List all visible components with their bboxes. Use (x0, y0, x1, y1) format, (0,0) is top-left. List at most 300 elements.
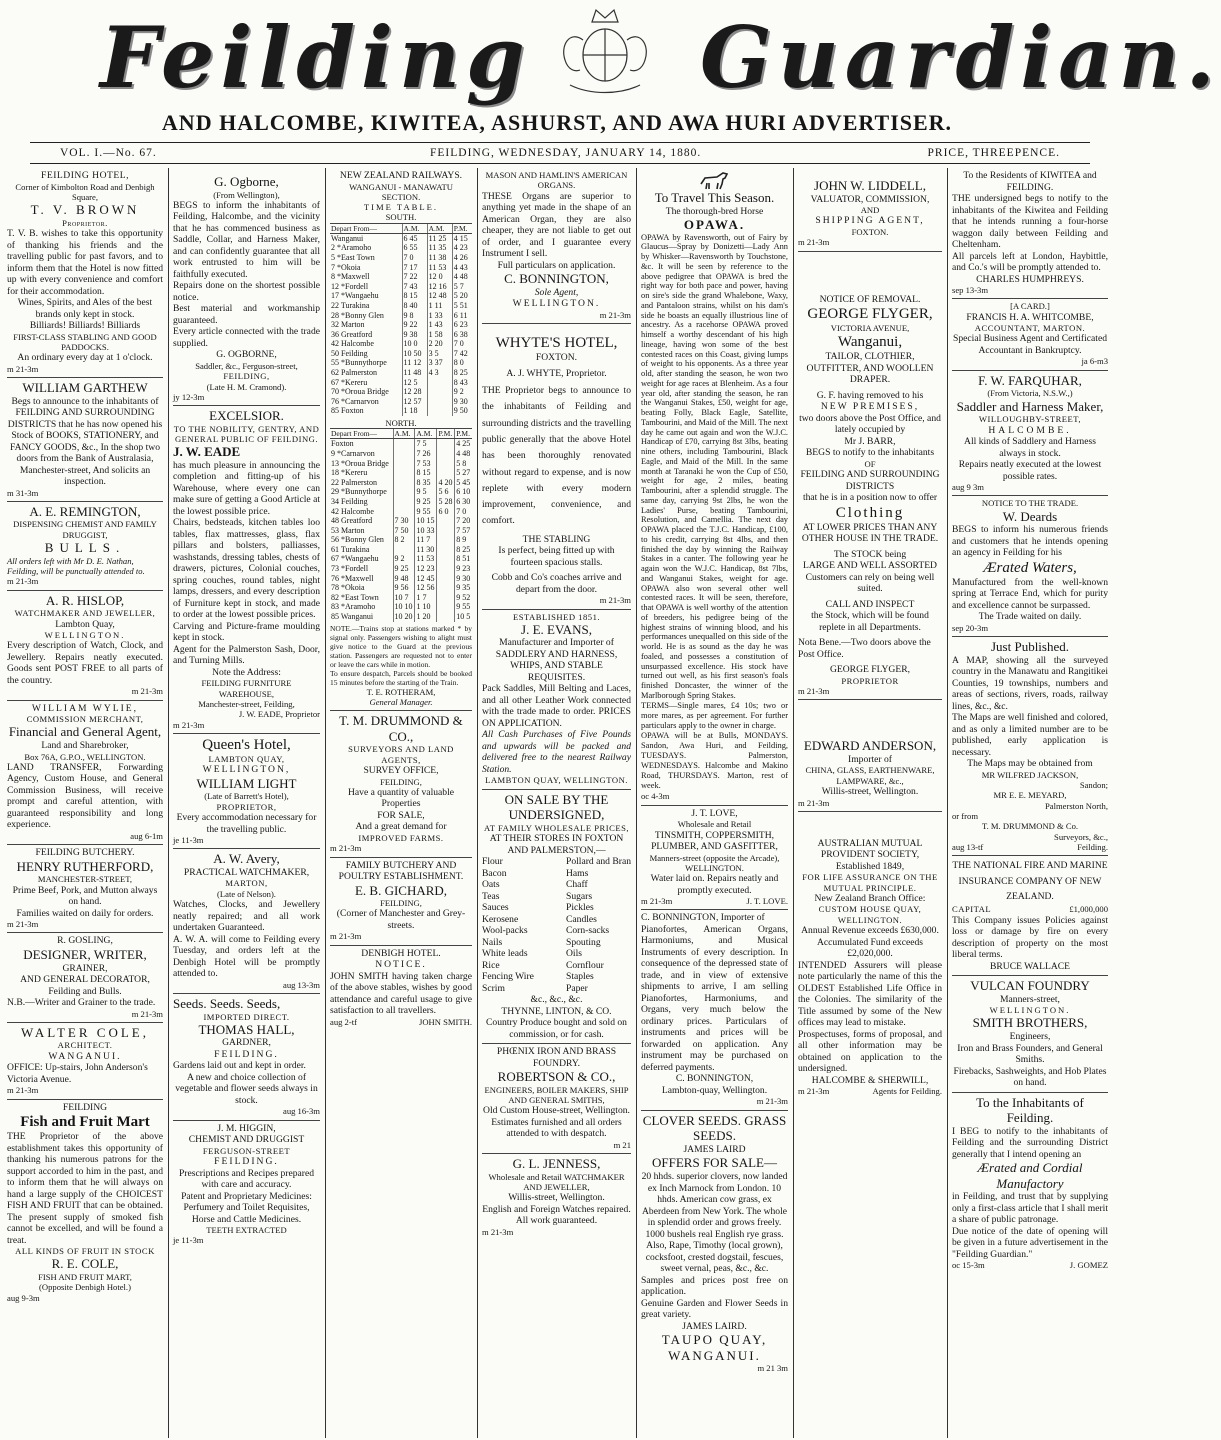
goods-item: Flour (482, 856, 503, 868)
ad-address: TAUPO QUAY, WANGANUI. (661, 1332, 768, 1363)
ad-body: To ensure despatch, Parcels should be booked 15 minutes before the starting of the Train. (330, 668, 472, 687)
ad-body: Have a quantity of valuable Properties (347, 786, 455, 810)
goods-item: Paper (565, 982, 588, 994)
timetable-row (330, 358, 472, 368)
ad-name: J. W. EADE (173, 444, 241, 460)
timetable-cell: 9 55 (415, 507, 437, 517)
ad-address: Corner of Kimbolton Road and Denbigh Square, (15, 181, 155, 202)
timetable-row (330, 253, 472, 263)
timetable-cell (427, 378, 452, 388)
timetable-cell: 4 3 (427, 368, 452, 378)
ad-town: Feilding and Bulls. (48, 985, 122, 997)
ad-body: LAND TRANSFER, Forwarding Agency, Custom House, and General Commission Business, will receive prompt and careful attention, with guaranteed responsibility and long experience. (7, 761, 163, 831)
timetable-row (330, 583, 472, 593)
ad-national-fire (952, 856, 1108, 976)
timetable-cell: 12 5 (402, 378, 427, 388)
ad-signature: T. E. ROTHERAM, (366, 686, 436, 697)
ad-ref: m 21-3m (131, 1008, 163, 1019)
ad-body: Best material and workmanship guaranteed. (173, 303, 320, 326)
ad-body: OPAWA by Ravensworth, out of Fairy by Glaucus—Spray by Donizetti—Lady Ann by Whisker—Ravensworth by Touchstone, &c. It will be seen by reference to the above pedigree that OPAWA is bred the right way for both pace and power, having on sire's side the grand Whalebone, Waxy, and Pantaloon strains, whilst on his dam's side he boasts an equally illustrious line of ancestry. As a racehorse OPAWA proved himself a worthy descendant of his high lineage, having won some of the best contested races on this Coast, giving lumps of weight to his opponents. As a three year old, after standing the season, he won two weight for age races at Blenheim. As a four year old, after standing the season, he ran the Wanganui Stakes, £50, weight for age, beating Folly, Black Eagle, Satellite, Tambourini, and Maid of the Mill. The next day he came out again and won the W.J.C. Handicap of £70, carrying 8st 3lbs, beating nine others, including Tambourini, Black Eagle, and Maid of the Mill. In the same month at Taranaki he won the Cup of £50, weight for age, 2 miles, beating Tambourini, after a splendid struggle. The same day, carrying 9st 2lbs, he won the Ladies' Purse, beating Tambourini, Resolution, and Camellia. The next day OPAWA placed the T.J.C. Handicap, £100, to his credit, carrying 8st 4lbs, and then finished the day by winning the Railway Stakes in a canter. The following year he again won the W.J.C. Handicap, 8st 7lbs, and Wanganui Stakes, weight for age. OPAWA also won several other well contested races. It will be seen, therefore, that OPAWA is well worthy of the attention of breeders, his pedigree being of the highest strains of winning blood, and his performances unequalled on this side of the world. He is as sound as the day he was foaled, and possesses a constitution of unsurpassed excellence. His stock have turned out well, as his first season's foals finished Doncaster, the winner of the Marlborough Spring Stakes. (641, 232, 788, 700)
ad-body: Surveyors, &c., (1054, 831, 1108, 842)
timetable-row (330, 311, 472, 321)
timetable-cell: 7 5 (415, 439, 437, 449)
timetable-cell: 7 26 (415, 449, 437, 459)
timetable-cell: 7 0 (452, 339, 472, 349)
masthead-subtitle: AND HALCOMBE, KIWITEA, ASHURST, AND AWA HURI ADVERTISER. (161, 110, 953, 135)
masthead-title-right: Guardian. (700, 8, 1221, 107)
ad-body: Samples and prices post free on application. (641, 1274, 788, 1298)
timetable-header: A.M. (427, 223, 452, 233)
ad-heading: DENBIGH HOTEL. (361, 947, 441, 959)
timetable-cell: 9 2 (393, 554, 415, 564)
ad-heading: To Travel This Season. (654, 190, 775, 205)
ad-mason-hamlin (482, 168, 631, 324)
ad-name: G. Ogborne, (214, 174, 279, 189)
goods-item: Cornflour (565, 959, 604, 971)
ad-name: A. R. HISLOP, (45, 592, 125, 608)
ad-rutherford (7, 845, 163, 933)
ad-town: FEILDING, (380, 898, 422, 909)
ad-body: Billiards! Billiards! Billiards (29, 320, 141, 332)
timetable-cell: 28 *Bonny Glen (331, 310, 384, 320)
timetable-cell: 9 25 (393, 564, 415, 574)
timetable-cell (437, 564, 455, 574)
timetable-cell: 11 25 (427, 233, 452, 243)
goods-item: Sugars (565, 890, 593, 902)
ad-phoenix-foundry (482, 1044, 631, 1154)
timetable-row (330, 397, 472, 407)
ad-signature: THYNNE, LINTON, & CO. (501, 1005, 612, 1017)
ad-name: T. M. DRUMMOND & CO., (339, 713, 463, 744)
ad-ref: m 21-3m (330, 931, 362, 942)
timetable-cell: 6 45 (402, 233, 427, 243)
timetable-cell: 32 Marton (331, 320, 365, 330)
ad-excelsior (173, 406, 320, 734)
timetable-cell: 7 22 (402, 272, 427, 282)
ad-heading: PHŒNIX IRON AND BRASS FOUNDRY. (496, 1046, 617, 1069)
ad-town: Wanganui, (837, 334, 903, 351)
timetable-cell (437, 516, 455, 526)
ad-body: Pianofortes, American Organs, Harmoniums, and Musical Instruments of every description. In consequence of the depressed state of trade, and in view of extensive shipments to arrive, I am selling Pianofortes, Harmoniums, and Organs, very much below the ordinary prices. Particulars of instruments and prices will be forwarded on application. Any instrument may be purchased on deferred payments. (641, 923, 788, 1073)
ad-role: Importer of (848, 753, 892, 765)
ad-address: FERGUSON-STREET (202, 1145, 291, 1156)
timetable-cell: Wanganui (331, 233, 364, 243)
timetable-south (330, 223, 472, 416)
ad-ref: m 21-3m (599, 309, 631, 320)
ad-name: EDWARD ANDERSON, (803, 738, 937, 754)
ad-role: Proprietor. (62, 217, 108, 228)
ad-body: FEILDING AND SURROUNDING DISTRICTS (800, 469, 940, 492)
timetable-cell: 7 50 (393, 526, 415, 536)
timetable-cell: 1 33 (427, 311, 452, 321)
ad-name: F. W. FARQUHAR, (978, 372, 1082, 388)
timetable-cell: 9 25 (415, 497, 437, 507)
timetable-cell: 4 26 (452, 253, 472, 263)
goods-item: Candles (565, 913, 597, 925)
goods-item: Staples (565, 971, 594, 983)
ad-name: C. BONNINGTON, Importer of (641, 912, 765, 924)
timetable-cell: 9 52 (456, 592, 471, 602)
timetable-cell: 1 18 (402, 406, 427, 416)
ad-ref: je 11-3m (173, 835, 204, 846)
ad-body: Prospectuses, forms of proposal, and all other information may be obtained on application to the undersigned. (798, 1028, 942, 1075)
ad-heading: OFFERS FOR SALE— (652, 1155, 777, 1171)
timetable-cell: 9 35 (456, 583, 471, 593)
timetable-cell: 8 51 (456, 554, 471, 564)
ad-name: SMITH BROTHERS, (972, 1015, 1088, 1031)
ad-role: AND (860, 205, 880, 216)
ad-address: CUSTOM HOUSE QUAY, WELLINGTON. (818, 904, 922, 925)
timetable-cell: 67 *Wangaehu (331, 554, 379, 564)
timetable-cell: 4 48 (452, 272, 472, 282)
timetable-cell: 5 28 (437, 497, 455, 507)
column-4 (479, 168, 634, 1436)
ad-role: General Manager. (369, 696, 433, 707)
goods-item: Oats (482, 879, 500, 891)
ad-role: Iron and Brass Founders, and General Smiths. (957, 1042, 1103, 1066)
timetable-cell: 9 48 (393, 574, 415, 584)
goods-item: Wool-packs (482, 925, 528, 937)
ad-town: BULLS. (44, 540, 126, 556)
ad-jenness (482, 1154, 631, 1240)
timetable-row (330, 612, 472, 622)
ad-name: A. J. WHYTE, Proprietor. (506, 367, 607, 379)
goods-item: Fencing Wire (482, 971, 534, 983)
ad-town: FOXTON. (851, 226, 889, 237)
ad-role: CHINA, GLASS, EARTHENWARE, (805, 765, 935, 776)
timetable-row (330, 387, 472, 397)
ad-ref: aug 13-tf (952, 841, 984, 852)
timetable-cell: 48 Greatford (331, 516, 373, 526)
ad-ref: m 21-3m (330, 843, 362, 854)
timetable-row (330, 545, 472, 555)
timetable-cell: 10 20 (393, 612, 415, 622)
ad-body: that he is in a position now to offer (802, 492, 938, 504)
ad-role: AND GENERAL DECORATOR, (20, 974, 150, 985)
ad-ref: aug 13-3m (283, 979, 320, 990)
ad-address: (Opposite Denbigh Hotel.) (39, 1282, 131, 1293)
ad-role: Wholesale and Retail (677, 819, 752, 830)
ad-town: FEILDING, (223, 371, 270, 382)
ad-body: Manufactured from the well-known spring at Terrace End, which for purity and excellence cannot be surpassed. (952, 576, 1108, 611)
ad-role: Sole Agent, (534, 286, 579, 298)
ad-role: Saddler and Harness Maker, (956, 398, 1104, 414)
ad-body: Chairs, bedsteads, kitchen tables loo tables, flax mattresses, glass, flax pillars and bolsters, palliasses, washstands, dressing tables, chests of drawers, pictures, Colonial couches, spring couches, round tables, night lamps, dressers, and every description of Furniture kept in stock, and made to order at the lowest possible prices. (173, 517, 320, 621)
ad-signature: CHARLES HUMPHREYS. (976, 273, 1084, 285)
ad-heading: To the Residents of KIWITEA and FEILDING. (963, 170, 1097, 193)
ad-body: Nota Bene.—Two doors above the Post Office. (798, 637, 931, 660)
ad-body: FOR SALE, (377, 809, 425, 821)
ad-body: The thorough-bred Horse (665, 205, 764, 217)
timetable-cell: 50 Feilding (331, 348, 368, 358)
ad-role: SURVEYORS AND LAND AGENTS, (348, 744, 454, 765)
timetable-cell (393, 487, 415, 497)
ad-body: TERMS—Single mares, £4 10s; two or more mares, as per agreement. For further particulars apply to the owner in charge. (641, 700, 788, 730)
ad-body: Land and Sharebroker, (41, 740, 129, 752)
timetable-row (330, 368, 472, 378)
timetable-header: P.M. (455, 429, 472, 439)
ad-role: TINSMITH, COPPERSMITH, PLUMBER, AND GASFITTER, (651, 829, 778, 853)
ad-farquhar (952, 371, 1108, 497)
timetable-cell: 1 58 (427, 330, 452, 340)
timetable-cell: 7 17 (402, 263, 427, 273)
timetable-cell: 85 Foxton (331, 406, 364, 416)
timetable-cell (393, 545, 415, 555)
timetable-row (330, 449, 472, 459)
ad-name: WALTER COLE, (21, 1024, 149, 1040)
timetable-cell (427, 406, 452, 416)
ad-body: Sandon; (1079, 780, 1108, 790)
column-2 (170, 168, 323, 1436)
ad-name: G. L. JENNESS, (512, 1156, 601, 1172)
timetable-row (330, 459, 472, 469)
ad-body: BEGS to inform the inhabitants of Feilding, Halcombe, and the vicinity that he has commenced business as Saddle, Collar, and Harness Maker, and can confidently guarantee that all work entrusted to him will be faithfully executed. (173, 199, 320, 280)
timetable-cell: 7 30 (393, 516, 415, 526)
ad-body: Due notice of the date of opening will be given in a future advertisement in the "Feilding Guardian." (952, 1225, 1108, 1260)
timetable-cell: 8 *Maxwell (331, 272, 370, 282)
ad-body: 20 hhds. superior clovers, now landed ex Inch Marnock from London. 10 hhds. American cow grass, ex Aberdeen from New York. The whole in splendid order and grows freely. 1000 bushels real English rye grass. Also, Rape, Timothy (local grown), cocksfoot, crested dogstail, fescues, sweet vernal, peas, &c., &c. (641, 1171, 788, 1275)
ad-body: MR WILFRED JACKSON, (981, 769, 1079, 780)
timetable-cell: 7 42 (452, 349, 472, 359)
timetable-cell: 5 8 (455, 459, 472, 469)
ad-address: Lambton-quay, Wellington. (661, 1084, 768, 1096)
ad-name: R. GOSLING, (57, 935, 113, 947)
ad-name: WILLIAM WYLIE, (31, 702, 139, 714)
timetable-row (330, 378, 472, 388)
ad-heading: NEW ZEALAND RAILWAYS. (339, 170, 463, 181)
ad-ref: m 21-3m (756, 1096, 788, 1107)
timetable-row (330, 263, 472, 273)
timetable-cell: 8 35 (415, 478, 437, 488)
ad-body: CAPITAL (952, 904, 992, 915)
timetable-cell: Foxton (331, 439, 354, 449)
timetable-cell: 9 23 (456, 564, 471, 574)
ad-body: has much pleasure in announcing the completion and fitting-up of his Warehouse, where every one can make sure of getting a Good Article at the lowest possible price. (173, 459, 320, 517)
ad-signature: J. W. EADE, Proprietor (238, 709, 320, 720)
ad-body: the Stock, which will be found replete in all Departments. (811, 610, 929, 633)
ad-ref: m 21-3m (7, 919, 39, 930)
timetable-cell: 6 23 (452, 320, 472, 330)
timetable-cell (437, 535, 455, 545)
timetable-cell (393, 459, 415, 469)
timetable-cell: 56 *Bonny Glen (331, 535, 384, 545)
timetable-cell: 8 0 (452, 358, 472, 368)
ad-body: OF (864, 458, 876, 469)
timetable-row (330, 526, 472, 536)
ad-body: Every description of Watch, Clock, and Jewellery. Repairs neatly executed. Goods sent POST FREE to all parts of the country. (7, 640, 163, 686)
ad-thynne-linton (482, 790, 631, 1045)
timetable-cell (393, 478, 415, 488)
timetable-row (330, 233, 472, 243)
ad-body: Families waited on daily for orders. (16, 907, 154, 919)
ad-address: Willis-street, Wellington. (821, 786, 919, 797)
ad-signature: J. GOMEZ (1069, 1260, 1108, 1271)
ad-liddell (798, 168, 942, 252)
ad-title: Fish and Fruit Mart (20, 1114, 150, 1131)
timetable-cell: 7 20 (456, 516, 471, 526)
timetable-row (330, 282, 472, 292)
timetable-cell: 42 Halcombe (331, 339, 374, 349)
ad-body: Clothing (835, 504, 905, 521)
ad-ref: ja 6-m3 (1081, 356, 1108, 367)
timetable-cell: 62 Palmerston (331, 368, 377, 378)
timetable-cell: 7 0 (402, 253, 427, 263)
ad-heading: EXCELSIOR. (209, 408, 284, 424)
timetable-cell: 10 5 (456, 612, 471, 622)
timetable-cell: 7 0 (455, 507, 472, 517)
timetable-cell: 12 45 (415, 574, 437, 584)
timetable-cell: 11 12 (402, 358, 427, 368)
timetable-cell: 9 *Carnarvon (331, 448, 375, 458)
ad-ref: aug 9-3m (7, 1292, 40, 1303)
timetable-cell: 5 *East Town (331, 252, 375, 262)
ad-body: G. F. having removed to his (816, 389, 924, 401)
ad-body: Financial and General Agent, (8, 724, 162, 740)
timetable-cell: 8 25 (452, 368, 472, 378)
ad-ref: m 21-3m (173, 719, 205, 730)
ad-heading: FAMILY BUTCHERY AND POULTRY ESTABLISHMENT. (338, 859, 464, 882)
timetable-cell: 83 *Aramoho (331, 602, 376, 612)
timetable-cell: 10 50 (402, 349, 427, 359)
ad-wylie (7, 701, 163, 846)
ad-anderson (798, 700, 942, 812)
timetable-row (330, 602, 472, 612)
ad-body: Carving and Picture-frame moulding kept in stock. (173, 620, 320, 644)
ad-heading: MASON AND HAMLIN'S AMERICAN ORGANS. (485, 170, 628, 191)
ad-ref: je 11-3m (173, 1235, 204, 1246)
ad-body: AT FAMILY WHOLESALE PRICES, (483, 822, 630, 833)
timetable-cell (437, 449, 455, 459)
ad-body: All kinds of Saddlery and Harness always in stock. (964, 436, 1096, 459)
ad-body: A new and choice collection of vegetable and flower seeds always in stock. (175, 1071, 318, 1106)
ad-ogborne (173, 168, 320, 406)
ad-thomas-hall (173, 994, 320, 1121)
timetable-cell: 4 25 (456, 439, 471, 449)
ad-body: Watches, Clocks, and Jewellery neatly repaired; and all work undertaken Guaranteed. (173, 899, 320, 934)
ad-role: CHEMIST AND DRUGGIST (188, 1134, 305, 1146)
ad-body: N.B.—Writer and Grainer to the trade. (7, 997, 156, 1008)
timetable-cell (437, 593, 455, 603)
ad-queens-hotel (173, 734, 320, 849)
ad-heading: NOTICE. (375, 959, 427, 971)
ad-town: FEILDING. (214, 1156, 279, 1168)
ad-gomez (952, 1093, 1108, 1274)
timetable-row (330, 468, 472, 478)
ad-body: Estimates furnished and all orders attended to with despatch. (491, 1116, 622, 1140)
ad-heading: SOUTH. (385, 212, 417, 223)
timetable-cell: 4 15 (452, 233, 472, 243)
ad-ref: m 21 3m (757, 1363, 788, 1374)
ad-ref: m 21-3m (131, 686, 163, 697)
timetable-row (330, 349, 472, 359)
goods-item: Chaff (565, 879, 588, 891)
ad-body: NOTE.—Trains stop at stations marked * by signal only. Passengers wishing to alight must give notice to the Guard at the previous station. Passengers are requested not to enter or leave the cars while in motion. (330, 623, 472, 669)
timetable-cell: 4 23 (452, 243, 472, 253)
ad-body: A. W. A. will come to Feilding every Tuesday, and orders left at the Denbigh Hotel will be promptly attended to. (173, 933, 320, 980)
ad-body: Established 1849, (835, 860, 905, 872)
ad-address: LAMBTON QUAY, (208, 754, 285, 765)
timetable-cell: 6 55 (402, 243, 427, 253)
timetable-cell: 11 7 (415, 535, 437, 545)
ad-name: WILLIAM GARTHEW (22, 379, 148, 395)
timetable-cell: 22 Palmerston (331, 477, 377, 487)
timetable-cell (437, 574, 455, 584)
ad-body: Palmerston North, (1044, 800, 1108, 811)
timetable-cell: 76 *Carnarvon (331, 396, 379, 406)
column-6 (795, 168, 945, 1436)
timetable-header: Depart From— (330, 429, 393, 439)
timetable-cell: 3 5 (427, 349, 452, 359)
timetable-cell: 12 48 (427, 291, 452, 301)
ad-ref: m 21-3m (798, 797, 830, 808)
timetable-cell: 8 15 (415, 468, 437, 478)
timetable-cell: 17 *Wangaehu (331, 291, 379, 301)
ad-name: ROBERTSON & CO., (497, 1069, 616, 1085)
timetable-row (330, 487, 472, 497)
ad-name: GEORGE FLYGER, (807, 306, 933, 323)
timetable-cell: 42 Halcombe (331, 506, 374, 516)
ad-heading: FEILDING BUTCHERY. (35, 847, 135, 859)
timetable-cell: 18 *Kereru (331, 468, 368, 478)
ad-role: ENGINEERS, BOILER MAKERS, SHIP AND GENERAL SMITHS, (484, 1084, 629, 1106)
ad-body: TEETH EXTRACTED (206, 1225, 287, 1236)
ad-town: WELLINGTON. (512, 298, 601, 310)
timetable-row (330, 574, 472, 584)
timetable-cell: 11 30 (415, 545, 437, 555)
ad-love (641, 806, 788, 911)
ad-address: Manners-street (opposite the Arcade), WELLINGTON. (649, 852, 780, 873)
ad-body: BEGS to notify to the inhabitants (805, 447, 935, 459)
ad-body: Feilding. (1077, 841, 1108, 852)
ad-role: (From Victoria, N.S.W.,) (987, 388, 1073, 399)
timetable-cell: 76 *Maxwell (331, 573, 374, 583)
ad-body: FOR LIFE ASSURANCE ON THE MUTUAL PRINCIPLE. (802, 872, 938, 893)
timetable-row (330, 272, 472, 282)
ad-ref: m 31-3m (7, 487, 39, 498)
goods-item: Pickles (565, 902, 594, 914)
ad-role: GARDNER, (222, 1037, 271, 1049)
ad-body: OPAWA will be at Bulls, MONDAYS. Sandon, Awa Huri, and Feilding, TUESDAYS. Palmerston, WEDNESDAYS. Halcombe and Makino Road, THURSDAYS. Marton, rest of week. (641, 730, 788, 791)
timetable-cell: 10 15 (415, 516, 437, 526)
ad-body: Full particulars on application. (497, 259, 616, 271)
ad-ref: m 21-3m (798, 1086, 830, 1097)
ad-role: Engineers, (1009, 1031, 1051, 1043)
ad-address: (Corner of Manchester and Grey-streets. (336, 908, 466, 931)
ad-signature: J. T. LOVE. (746, 896, 788, 907)
ad-address: Box 76A, G.P.O., WELLINGTON. (24, 751, 146, 762)
timetable-cell: 10 0 (402, 339, 427, 349)
ad-name: A. E. REMINGTON, (29, 503, 141, 519)
timetable-row (330, 516, 472, 526)
timetable-cell: 12 *Fordell (331, 281, 369, 291)
ad-amp-society (798, 812, 942, 1100)
timetable-cell: 10 7 (393, 593, 415, 603)
ad-body: Firebacks, Sashweights, and Hob Plates on hand. (953, 1065, 1107, 1089)
ad-ref: m 21-3m (798, 685, 830, 696)
ad-feilding-hotel (7, 168, 163, 378)
ad-address: Lambton Quay, (55, 618, 115, 630)
ad-laird-seeds (641, 1111, 788, 1377)
horse-icon (697, 170, 733, 190)
timetable-cell (393, 468, 415, 478)
timetable-cell: 6 0 (437, 507, 455, 517)
ad-body: And a great demand for (355, 821, 447, 833)
timetable-cell: 8 25 (456, 544, 471, 554)
ad-opawa (641, 168, 788, 806)
ad-ref: aug 16-3m (283, 1106, 320, 1117)
timetable-cell: 6 30 (456, 496, 471, 506)
ad-town: WELLINGTON, (202, 764, 291, 776)
